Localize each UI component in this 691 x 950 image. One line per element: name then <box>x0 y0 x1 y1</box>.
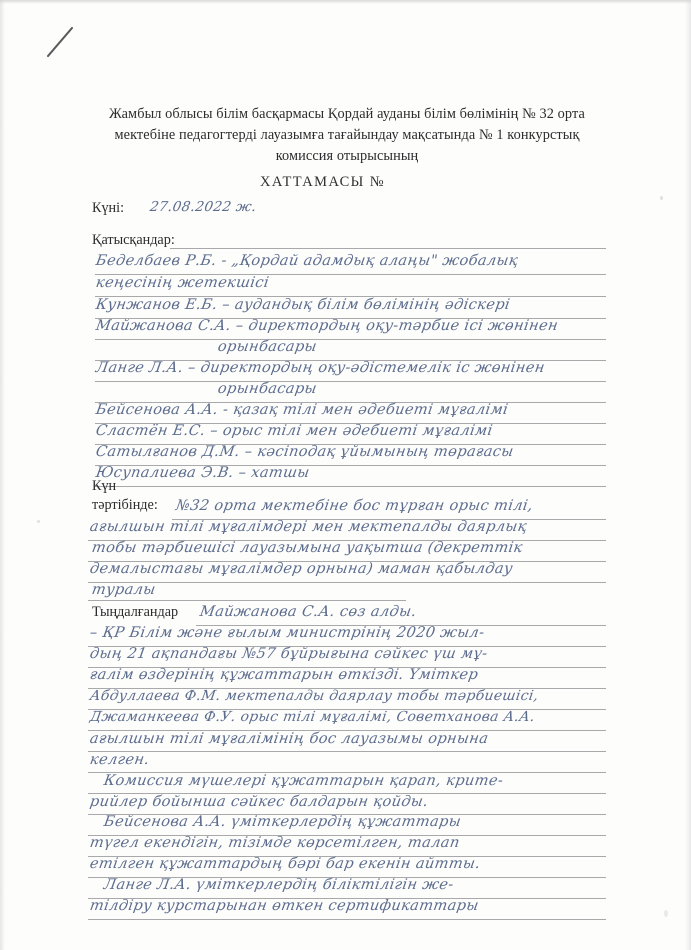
participant-line: Беделбаев Р.Б. - „Қордай адамдық алаңы" жобалық <box>94 252 520 269</box>
heard-line: түгел екендігін, тізімде көрсетілген, талап <box>88 834 462 851</box>
agenda-rule <box>88 582 606 583</box>
agenda-line: ағылшын тілі мұғалімдері мен мектепалды даярлық <box>88 518 529 535</box>
heard-line: Бейсенова А.А. үміткерлердің құжаттары <box>102 813 463 830</box>
document-header <box>88 104 606 167</box>
participant-line: Бейсенова А.А. - қазақ тілі мен әдебиеті мұғалімі <box>94 401 510 418</box>
heard-line: дың 21 ақпандағы №57 бұйрығына сәйкес үш мұ- <box>88 645 489 662</box>
scan-edge-right <box>685 0 691 950</box>
scan-speck <box>664 910 668 917</box>
scan-edge-left <box>0 0 5 950</box>
header-line-3: комиссия отырысының <box>275 148 419 164</box>
scan-speck <box>37 520 40 523</box>
heard-line: – ҚР Білім және ғылым министрінің 2020 жыл- <box>88 624 486 641</box>
heard-rule <box>88 919 606 920</box>
heard-line: Комиссия мүшелері құжаттарын қарап, крите- <box>102 772 505 789</box>
heard-line: Джаманкеева Ф.У. орыс тілі мұғалімі, Советханова А.А. <box>88 709 537 725</box>
agenda-label-line-1: Күн <box>92 478 117 494</box>
heard-line: тілдіру курстарынан өткен сертификаттары <box>88 897 481 914</box>
heard-rule <box>88 751 606 752</box>
heard-line: Ланге Л.А. үміткерлердің біліктілігін же- <box>102 876 456 893</box>
participant-line: Сластён Е.С. – орыс тілі мен әдебиеті мұғалімі <box>94 422 494 439</box>
heard-line: етілген құжаттардың бәрі бар екенін айтты. <box>88 855 482 872</box>
protocol-title <box>0 174 691 191</box>
participants-label: Қатысқандар: <box>92 232 175 248</box>
participant-line: орынбасары <box>216 338 319 355</box>
participant-line: Ланге Л.А. – директордың оқу-әдістемелік іс жөнінен <box>94 359 547 376</box>
participants-rule <box>170 248 606 249</box>
heard-line: ағылшын тілі мұғалімінің бос лауазымы орнына <box>88 730 490 747</box>
heard-line: рийлер бойынша сәйкес балдарын қойды. <box>88 793 430 810</box>
header-line-1: Жамбыл облысы білім басқармасы Қордай ауданы білім бөлімінің № 32 орта <box>109 106 585 122</box>
participants-rule <box>95 486 606 487</box>
participant-line: Сатылғанов Д.М. – кәсіподақ ұйымының төрағасы <box>94 443 515 460</box>
agenda-line: тобы тәрбиешісі лауазымына уақытша (декреттік <box>90 539 525 556</box>
protocol-title-text: ХАТТАМАСЫ № <box>260 174 385 190</box>
heard-line: ғалім өздерінің құжаттарын өткізді. Үміткер <box>88 666 480 683</box>
participants-rule <box>95 381 606 382</box>
heard-label: Тыңдалғандар <box>92 604 179 620</box>
heard-line: Майжанова С.А. сөз алды. <box>198 603 418 620</box>
heard-line: келген. <box>88 751 151 768</box>
pen-stroke-mark <box>46 26 76 58</box>
date-label: Күні: <box>92 200 125 216</box>
agenda-line: №32 орта мектебіне бос тұрған орыс тілі, <box>174 497 535 514</box>
participant-line: Юсупалиева Э.В. – хатшы <box>94 464 311 481</box>
date-value: 27.08.2022 ж. <box>148 199 258 215</box>
agenda-rule <box>88 600 406 601</box>
participant-line: орынбасары <box>216 380 319 397</box>
participant-line: кеңесінің жетекшісі <box>94 274 271 291</box>
agenda-line: демалыстағы мұғалімдер орнына) маман қабылдау <box>88 560 515 577</box>
participant-line: Майжанова С.А. – директордың оқу-тәрбие ісі жөнінен <box>94 317 560 334</box>
participants-rule <box>95 339 606 340</box>
participant-line: Кунжанов Е.Б. – аудандық білім бөлімінің әдіскері <box>94 296 512 313</box>
heard-line: Абдуллаева Ф.М. мектепалды даярлау тобы тәрбиешісі, <box>88 688 540 704</box>
header-line-2: мектебіне педагогтерді лауазымға тағайындау мақсатында № 1 конкурстық <box>114 127 580 143</box>
scan-speck <box>660 196 663 200</box>
agenda-line: туралы <box>90 581 157 598</box>
agenda-label-line-2: тәртібінде: <box>92 497 158 513</box>
